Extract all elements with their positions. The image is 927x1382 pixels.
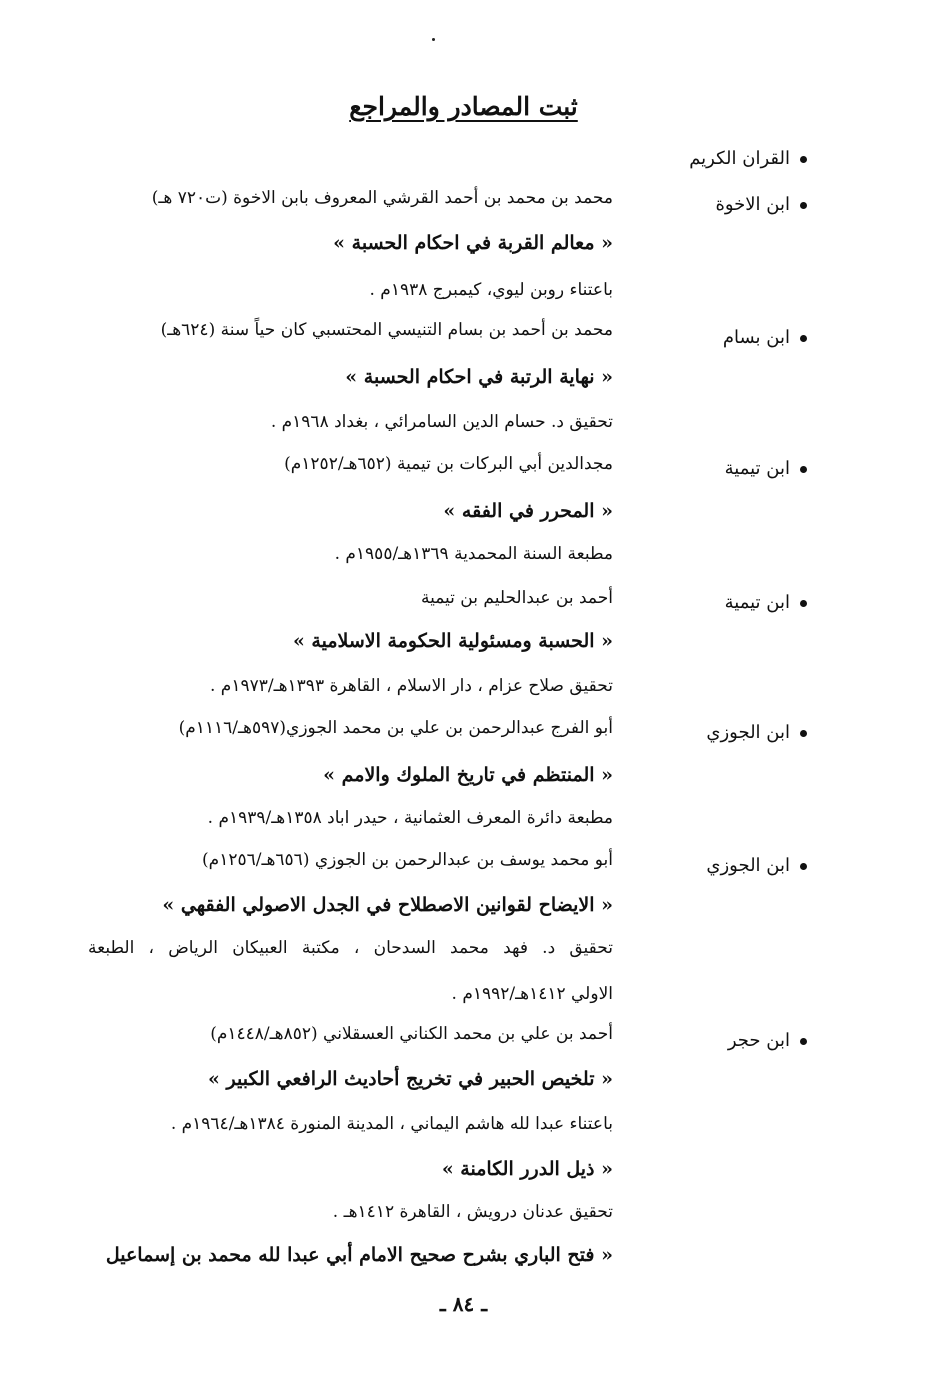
- publication-line: تحقيق د. فهد محمد السدحان ، مكتبة العبيكان الرياض ، الطبعة: [88, 938, 613, 958]
- book-title: « نهاية الرتبة في احكام الحسبة »: [345, 366, 613, 388]
- entry-label: ابن بسام: [667, 327, 807, 348]
- publication-line: الاولي ١٤١٢هـ/١٩٩٢م .: [451, 984, 613, 1004]
- book-title: « ذيل الدرر الكامنة »: [441, 1158, 613, 1180]
- bullet-icon: [800, 156, 807, 163]
- entry-label: ابن تيمية: [667, 592, 807, 613]
- publication-line: باعتناء عبدا لله هاشم اليماني ، المدينة المنورة ١٣٨٤هـ/١٩٦٤م .: [170, 1114, 613, 1134]
- entry-label: ابن تيمية: [667, 458, 807, 479]
- publication-line: تحقيق د. حسام الدين السامرائي ، بغداد ١٩٦٨م .: [270, 412, 613, 432]
- bullet-icon: [800, 730, 807, 737]
- bullet-icon: [800, 863, 807, 870]
- author-line: أبو محمد يوسف بن عبدالرحمن بن الجوزي (٦٥٦هـ/١٢٥٦م): [202, 850, 613, 870]
- bullet-icon: [800, 466, 807, 473]
- author-line: محمد بن محمد بن أحمد القرشي المعروف بابن الاخوة (ت٧٢٠ هـ): [151, 188, 613, 208]
- bullet-icon: [800, 202, 807, 209]
- entry-label: ابن الجوزي: [667, 722, 807, 743]
- bullet-icon: [800, 1038, 807, 1045]
- author-line: مجدالدين أبي البركات بن تيمية (٦٥٢هـ/١٢٥٢م): [284, 454, 613, 474]
- publication-line: تحقيق عدنان درويش ، القاهرة ١٤١٢هـ .: [332, 1202, 613, 1222]
- publication-line: مطبعة دائرة المعرف العثمانية ، حيدر اباد ١٣٥٨هـ/١٩٣٩م .: [207, 808, 613, 828]
- bullet-icon: [800, 600, 807, 607]
- book-title: « المنتظم في تاريخ الملوك والامم »: [323, 764, 613, 786]
- entry-label: ابن الاخوة: [667, 194, 807, 215]
- book-title: « الحسبة ومسئولية الحكومة الاسلامية »: [292, 630, 613, 652]
- book-title: « تلخيص الحبير في تخريج أحاديث الرافعي الكبير »: [208, 1068, 613, 1090]
- page-number: ـ ٨٤ ـ: [439, 1292, 488, 1316]
- entry-label: ابن الجوزي: [667, 855, 807, 876]
- book-title: « فتح الباري بشرح صحيح الامام أبي عبدا لله محمد بن إسماعيل: [105, 1244, 613, 1266]
- publication-line: تحقيق صلاح عزام ، دار الاسلام ، القاهرة ١٣٩٣هـ/١٩٧٣م .: [209, 676, 613, 696]
- author-line: أبو الفرج عبدالرحمن بن علي بن محمد الجوزي(٥٩٧هـ/١١١٦م): [178, 718, 613, 738]
- author-line: محمد بن أحمد بن بسام التنيسي المحتسبي كان حياً سنة (٦٢٤هـ): [160, 320, 613, 340]
- entry-label: القران الكريم: [667, 148, 807, 169]
- page-title: ثبت المصادر والمراجع: [349, 92, 578, 121]
- publication-line: باعتناء روبن ليوي، كيمبرج ١٩٣٨م .: [369, 280, 613, 300]
- author-line: أحمد بن علي بن محمد الكناني العسقلاني (٨٥٢هـ/١٤٤٨م): [210, 1024, 613, 1044]
- book-title: « المحرر في الفقه »: [443, 500, 613, 522]
- book-title: « الايضاح لقوانين الاصطلاح في الجدل الاصولي الفقهي »: [162, 894, 613, 916]
- book-title: « معالم القربة في احكام الحسبة »: [333, 232, 613, 254]
- bullet-icon: [800, 335, 807, 342]
- author-line: أحمد بن عبدالحليم بن تيمية: [420, 588, 613, 608]
- decorative-dot: [432, 38, 435, 41]
- entry-label: ابن حجر: [667, 1030, 807, 1051]
- publication-line: مطبعة السنة المحمدية ١٣٦٩هـ/١٩٥٥م .: [334, 544, 613, 564]
